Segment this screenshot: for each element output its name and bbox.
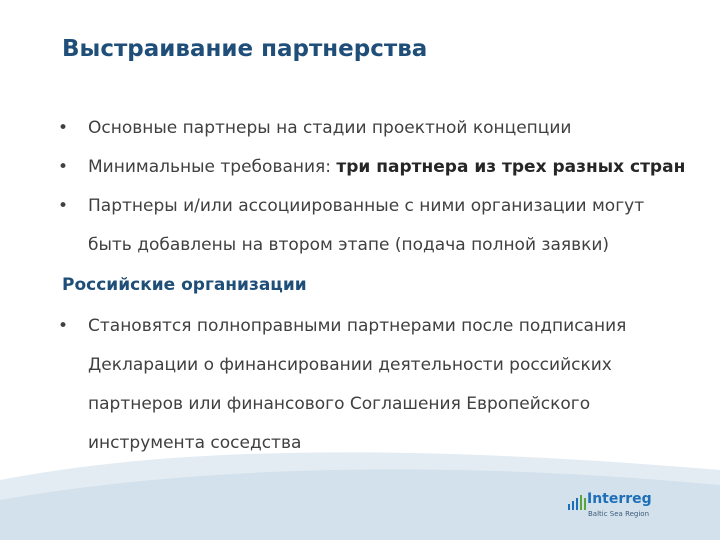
bullet-1-line-1: Основные партнеры на стадии проектной концепции [88,118,572,138]
bullet-2-line [88,157,685,177]
sub-bullet-line-2: Декларации о финансировании деятельности российских [88,355,612,375]
sub-bullet-line-4: инструмента соседства [88,433,302,453]
bullet-marker: • [58,118,69,138]
bullet-2-emphasis: три партнера из трех разных стран [336,157,686,177]
bullet-3-line-2: быть добавлены на втором этапе (подача полной заявки) [88,235,610,255]
logo-subtitle: Baltic Sea Region [588,510,650,518]
bullet-2-prefix: Минимальные требования: [88,157,337,177]
subheading: Российские организации [62,275,307,295]
bullet-3-line-1: Партнеры и/или ассоциированные с ними организации могут [88,196,645,216]
bullet-marker: • [58,196,69,216]
sub-bullet-line-1: Становятся полноправными партнерами после подписания [88,316,627,336]
logo-name: Interreg [587,491,652,507]
sub-bullet-line-3: партнеров или финансового Соглашения Европейского [88,394,591,414]
bullet-marker: • [58,157,69,177]
slide-title: Выстраивание партнерства [62,36,428,62]
bullet-marker: • [58,316,69,336]
